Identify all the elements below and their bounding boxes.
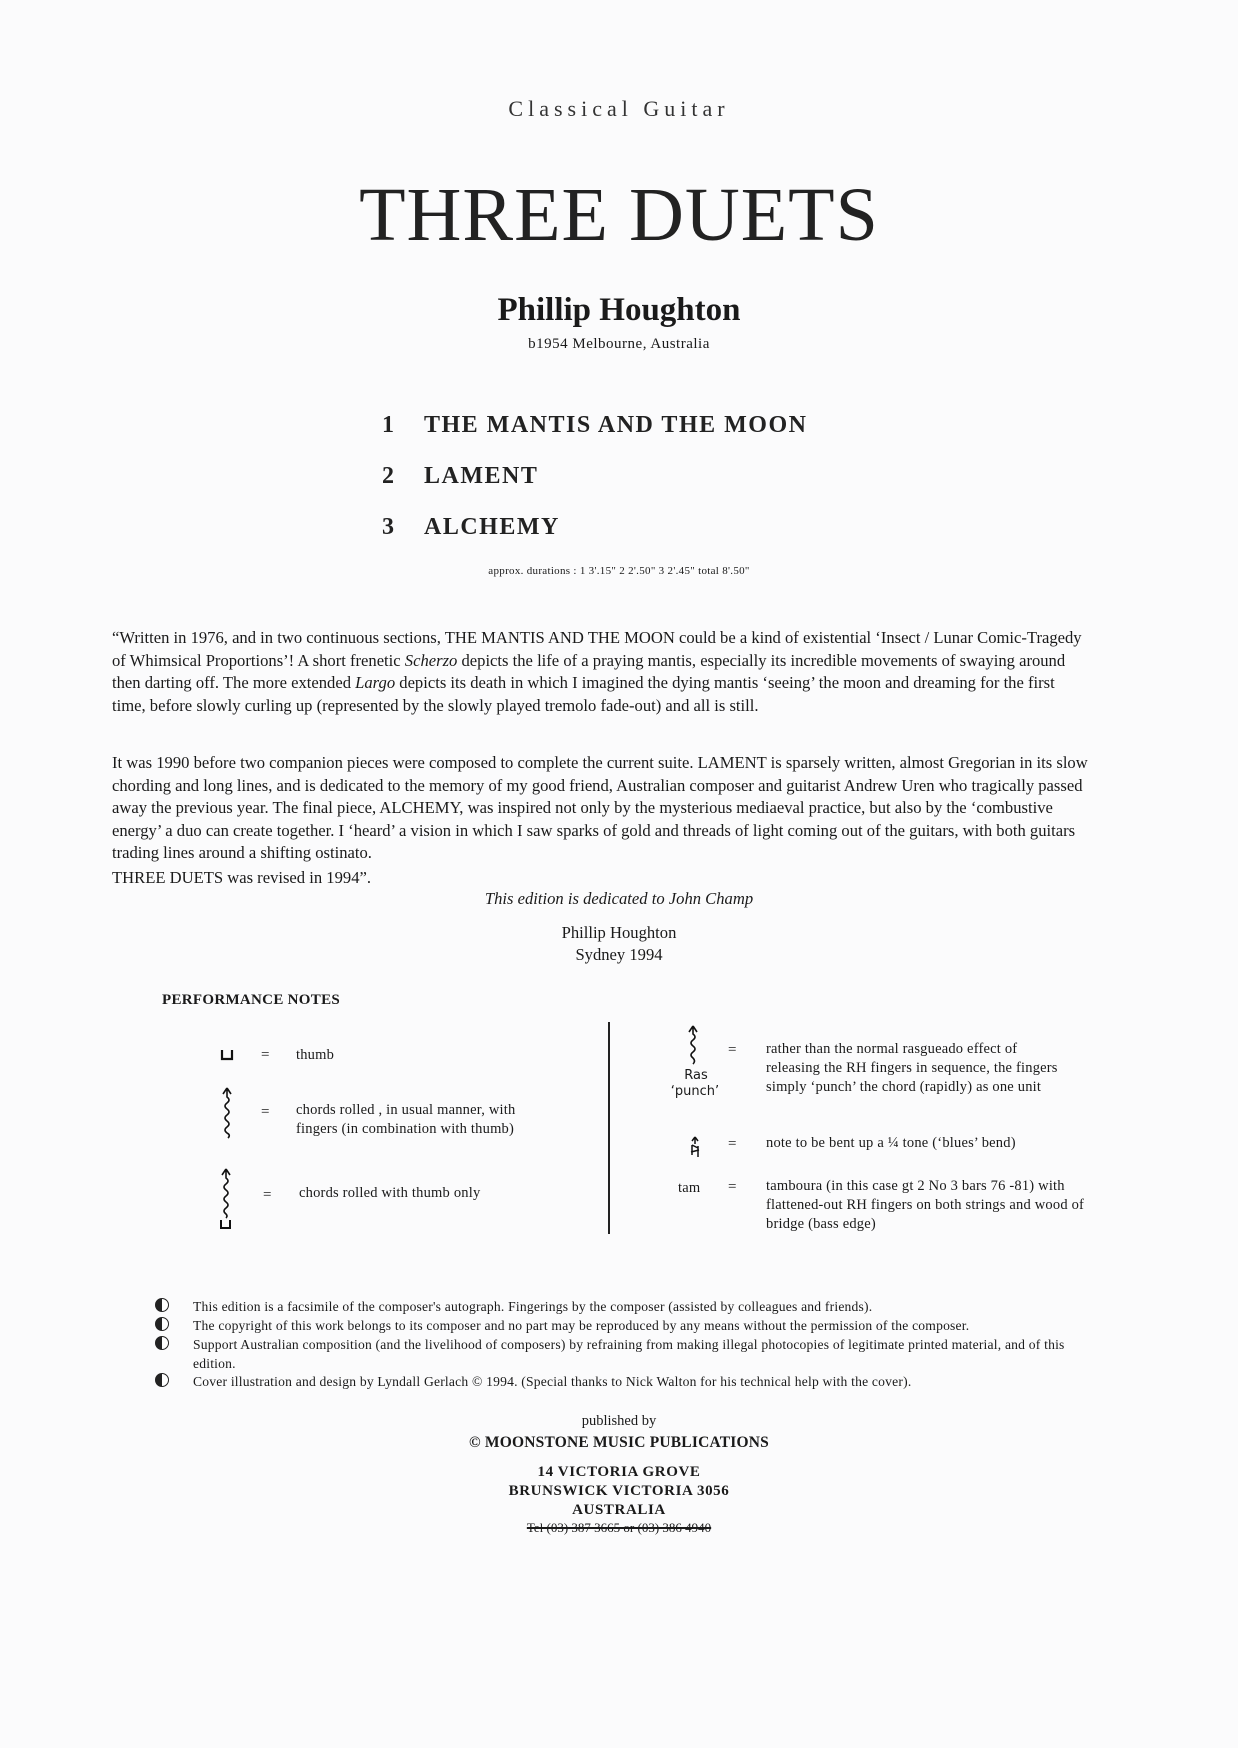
equals-sign: =	[263, 1187, 272, 1203]
ras-punch-arrow-icon	[685, 1025, 701, 1065]
tamboura-symbol: tam	[678, 1180, 701, 1196]
dedication: This edition is dedicated to John Champ	[484, 889, 754, 908]
column-divider	[608, 1022, 610, 1234]
movement-name: ALCHEMY	[424, 514, 560, 540]
published-by-label: published by	[581, 1413, 657, 1429]
equals-sign: =	[728, 1136, 737, 1152]
durations-line: approx. durations : 1 3'.15" 2 2'.50" 3 2'.45" total 8'.50"	[488, 565, 750, 577]
movement-number: 2	[382, 463, 396, 489]
program-note-paragraph-1: “Written in 1976, and in two continuous sections, THE MANTIS AND THE MOON could be a kind of existential ‘Insect / Lunar Comic-Tragedy of Whimsical Proportions’! A short frenetic Scherzo depicts the life of a praying mantis, especially its incredible movements of swaying around then darting off. The more extended Largo depicts its death in which I imagined the dying mantis ‘seeing’ the moon and dreaming for the first time, before slowly curling up (represented by the slowly played tremolo fade-out) and all is still.	[112, 628, 1082, 715]
composer-name: Phillip Houghton	[497, 292, 741, 328]
bend-symbol-icon	[688, 1136, 702, 1158]
movement-number: 1	[382, 412, 396, 438]
footnote-list	[155, 1298, 1105, 1392]
movement-number: 3	[382, 514, 396, 540]
publisher-address-line: AUSTRALIA	[572, 1502, 666, 1518]
footnote-item: The copyright of this work belongs to its composer and no part may be reproduced by any means without the permission of the composer.	[155, 1317, 1105, 1336]
movement-item	[382, 412, 982, 463]
page-title: THREE DUETS	[359, 173, 879, 257]
scherzo-term: Scherzo	[404, 650, 458, 670]
roll-arrow-icon	[219, 1087, 235, 1139]
performance-notes-heading: PERFORMANCE NOTES	[162, 992, 341, 1008]
footnote-item: Cover illustration and design by Lyndall Gerlach © 1994. (Special thanks to Nick Walton for his technical help with the cover).	[155, 1373, 1105, 1392]
composer-bio: b1954 Melbourne, Australia	[528, 336, 710, 352]
bend-note: note to be bent up a ¼ tone (‘blues’ bend)	[766, 1135, 1016, 1151]
largo-term: Largo	[355, 673, 396, 692]
instrument-subtitle: Classical Guitar	[508, 96, 730, 121]
movement-list	[382, 412, 982, 565]
ras-punch-note: rather than the normal rasgueado effect of releasing the RH fingers in sequence, the fingers simply ‘punch’ the chord (rapidly) as one unit	[766, 1041, 1058, 1095]
program-note-paragraph-2: It was 1990 before two companion pieces were composed to complete the current suite. LAMENT is sparsely written, almost Gregorian in its slow chording and long lines, and is dedicated to the memory of my good friend, Australian composer and guitarist Andrew Uren who tragically passed away the previous year. The final piece, ALCHEMY, was inspired not only by the mysterious mediaeval practice, but also by the ‘combustive energy’ a duo can create together. I ‘heard’ a vision in which I saw sparks of gold and threads of light coming out of the guitars, with both guitars trading lines around a shifting ostinato.	[112, 753, 1088, 862]
ras-label: Ras	[684, 1068, 708, 1083]
equals-sign: =	[728, 1179, 737, 1195]
equals-sign: =	[261, 1047, 270, 1063]
equals-sign: =	[728, 1042, 737, 1058]
movement-item	[382, 463, 982, 514]
tamboura-note: tamboura (in this case gt 2 No 3 bars 76 -81) with flattened-out RH fingers on both strings and wood of bridge (bass edge)	[766, 1178, 1085, 1232]
footnote-item: Support Australian composition (and the livelihood of composers) by refraining from making illegal photocopies of legitimate printed material, and of this edition.	[155, 1336, 1105, 1373]
movement-item	[382, 514, 982, 565]
equals-sign: =	[261, 1104, 270, 1120]
thumb-symbol-icon	[220, 1049, 234, 1061]
publisher-address-line: 14 VICTORIA GROVE	[537, 1464, 701, 1480]
roll-note: chords rolled , in usual manner, with fingers (in combination with thumb)	[296, 1102, 516, 1137]
punch-label: ‘punch’	[670, 1084, 720, 1099]
moon-bullet-icon	[155, 1336, 193, 1373]
moon-bullet-icon	[155, 1373, 193, 1392]
publisher-address-line: BRUNSWICK VICTORIA 3056	[508, 1483, 730, 1499]
signature-place: Sydney 1994	[575, 945, 663, 964]
moon-bullet-icon	[155, 1317, 193, 1336]
signature-name: Phillip Houghton	[561, 923, 677, 942]
thumb-roll-note: chords rolled with thumb only	[299, 1185, 481, 1201]
publisher-telephone: Tel (03) 387 3665 or (03) 386 4940	[526, 1520, 712, 1535]
movement-name: THE MANTIS AND THE MOON	[424, 412, 808, 438]
publisher-name: © MOONSTONE MUSIC PUBLICATIONS	[469, 1434, 769, 1451]
thumb-roll-arrow-icon	[218, 1168, 234, 1230]
program-note-closing: THREE DUETS was revised in 1994”.	[112, 868, 372, 887]
moon-bullet-icon	[155, 1298, 193, 1317]
movement-name: LAMENT	[424, 463, 539, 489]
thumb-note: thumb	[296, 1047, 335, 1063]
footnote-item: This edition is a facsimile of the composer's autograph. Fingerings by the composer (assisted by colleagues and friends).	[155, 1298, 1105, 1317]
